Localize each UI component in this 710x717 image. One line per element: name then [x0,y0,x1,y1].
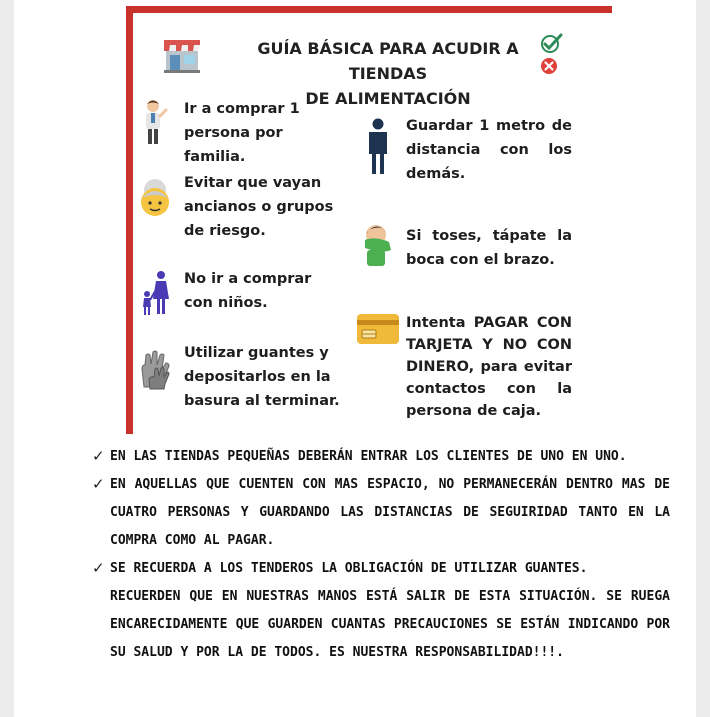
notes-list [92,443,670,667]
note-1-text: EN LAS TIENDAS PEQUEÑAS DEBERÁN ENTRAR LOS CLIENTES DE UNO EN UNO. [110,449,627,464]
note-3-continuation: RECUERDEN QUE EN NUESTRAS MANOS ESTÁ SALIR DE ESTA SITUACIÓN. SE RUEGA ENCARECIDAMENTE QUE GUARDEN CUANTAS PRECAUCIONES SE ESTÁN INDICANDO POR SU SALUD Y POR LA DE TODOS. ES NUESTRA RESPONSABILIDAD!!!. [110,589,670,660]
left-item-4-text: Utilizar guantes y depositarlos en la basura al terminar. [184,345,340,409]
note-item-2 [92,471,670,555]
right-item-3-text: Intenta PAGAR CON TARJETA Y NO CON DINERO, para evitar contactos con la persona de caja. [406,315,572,419]
cross-icon [540,57,558,75]
cough-icon [361,222,395,268]
note-2-text: EN AQUELLAS QUE CUENTEN CON MAS ESPACIO, NO PERMANECERÁN DENTRO MAS DE CUATRO PERSONAS Y GUARDANDO LAS DISTANCIAS DE SEGUIRIDAD TANTO EN LA COMPRA COMO AL PAGAR. [110,477,670,548]
left-red-border [126,6,133,434]
check-mark-icon: ✓ [92,475,105,493]
left-item-3-text: No ir a comprar con niños. [184,271,312,311]
standing-person-icon [366,118,390,176]
check-mark-icon: ✓ [92,447,105,465]
check-mark-icon: ✓ [92,559,105,577]
document-page [14,0,696,717]
title-line-2: DE ALIMENTACIÓN [305,89,471,108]
person-icon [139,98,169,148]
left-item-1-text: Ir a comprar 1 persona por familia. [184,101,300,165]
title-line-1: GUÍA BÁSICA PARA ACUDIR A TIENDAS [257,39,519,83]
top-red-border [126,6,612,13]
store-icon [162,36,202,74]
note-item-3 [92,555,670,667]
note-3-text: SE RECUERDA A LOS TENDEROS LA OBLIGACIÓN DE UTILIZAR GUANTES. [110,561,588,576]
gloves-icon [136,347,176,391]
check-icon [540,33,564,53]
card-icon [356,313,400,345]
left-item-2-text: Evitar que vayan ancianos o grupos de riesgo. [184,175,334,239]
right-item-2-text: Si toses, tápate la boca con el brazo. [406,228,572,268]
elderly-woman-icon [136,178,174,220]
right-item-1-text: Guardar 1 metro de distancia con los demás. [406,118,572,182]
parent-child-icon [141,270,173,316]
note-item-1 [92,443,670,471]
